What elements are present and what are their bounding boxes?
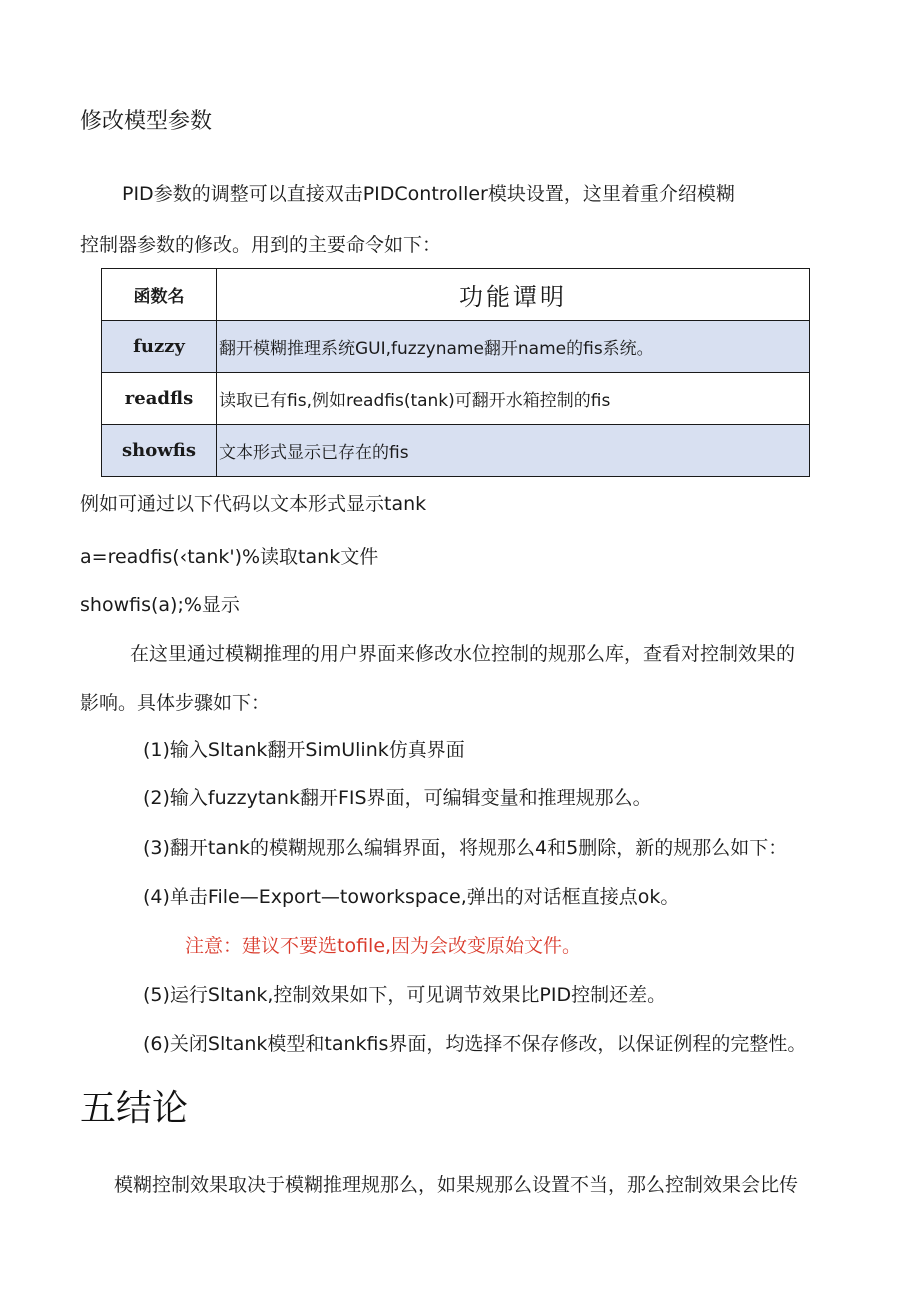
step-5: (5)运行Sltank,控制效果如下，可见调节效果比PID控制还差。 (143, 984, 667, 1006)
function-table (101, 268, 810, 477)
warning-note: 注意：建议不要选tofile,因为会改变原始文件。 (185, 935, 582, 957)
function-name-cell: showfis (102, 425, 217, 477)
example-intro: 例如可通过以下代码以文本形式显示tank (80, 493, 427, 515)
function-name-cell: fuzzy (102, 321, 217, 373)
code-line-2: showfis(a);%显示 (80, 594, 240, 616)
header-function-name: 函数名 (102, 269, 217, 321)
function-desc-cell: 读取已有fis,例如readfis(tank)可翻开水箱控制的fis (217, 373, 810, 425)
table-row (102, 425, 810, 477)
intro-line-2: 控制器参数的修改。用到的主要命令如下： (80, 234, 442, 256)
function-name-cell: readfls (102, 373, 217, 425)
step-4: (4)单击File—Export—toworkspace,弹出的对话框直接点ok。 (143, 886, 680, 908)
table-row (102, 373, 810, 425)
function-desc-cell: 翻开模糊推理系统GUI,fuzzyname翻开name的fis系统。 (217, 321, 810, 373)
section-title: 五结论 (80, 1088, 189, 1129)
section-paragraph: 模糊控制效果取决于模糊推理规那么，如果规那么设置不当，那么控制效果会比传 (114, 1174, 799, 1196)
table-header-row (102, 269, 810, 321)
header-function-desc: 功能谭明 (217, 269, 810, 321)
step-3: (3)翻开tank的模糊规那么编辑界面，将规那么4和5删除，新的规那么如下： (143, 837, 788, 859)
para2-line-1: 在这里通过模糊推理的用户界面来修改水位控制的规那么库，查看对控制效果的 (130, 643, 796, 665)
para2-line-2: 影响。具体步骤如下： (80, 692, 271, 714)
subheading: 修改模型参数 (80, 109, 213, 134)
table-row (102, 321, 810, 373)
code-line-1: a=readfis(‹tank')%读取tank文件 (80, 546, 379, 568)
intro-line-1: PID参数的调整可以直接双击PIDController模块设置，这里着重介绍模糊 (122, 183, 735, 205)
step-2: (2)输入fuzzytank翻开FIS界面，可编辑变量和推理规那么。 (143, 787, 652, 809)
function-desc-cell: 文本形式显示已存在的fis (217, 425, 810, 477)
step-1: (1)输入Sltank翻开SimUlink仿真界面 (143, 739, 465, 761)
step-6: (6)关闭Sltank模型和tankfis界面，均选择不保存修改，以保证例程的完整性。 (143, 1033, 807, 1055)
